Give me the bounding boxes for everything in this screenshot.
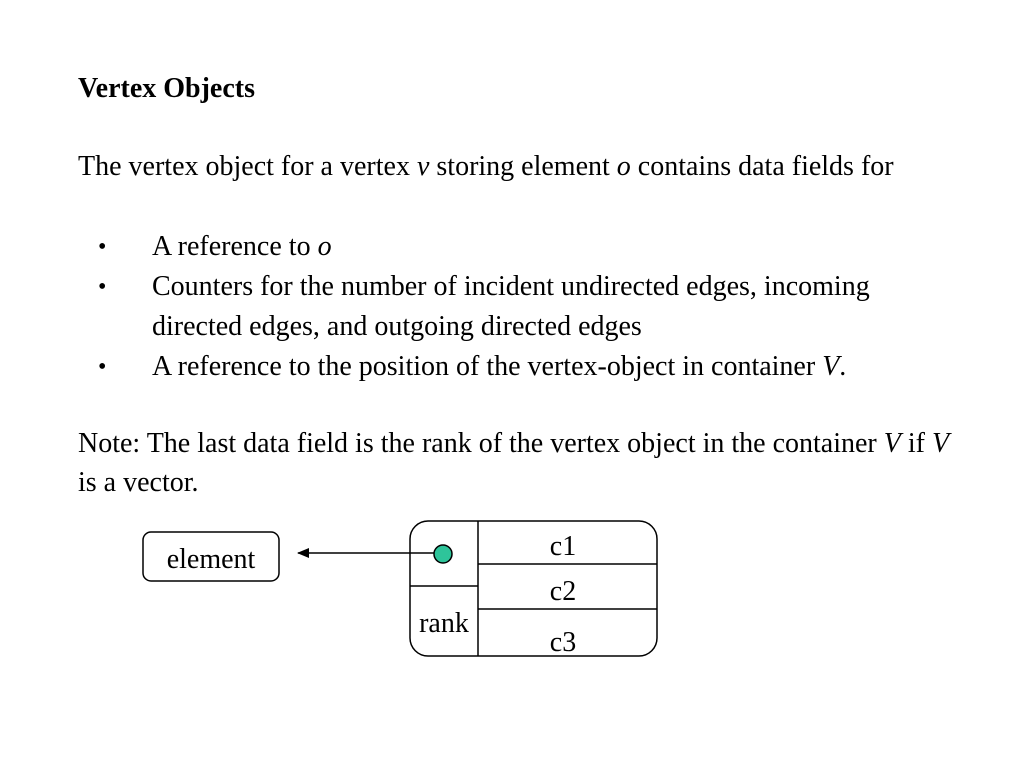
intro-var-v: v (416, 151, 430, 182)
intro-paragraph (78, 147, 958, 186)
field-list (78, 227, 958, 387)
bullet-after: . (839, 351, 847, 382)
bullet-text: A reference to the position of the vertex-object in container (152, 351, 823, 382)
page-title: Vertex Objects (78, 73, 256, 104)
bullet-italic: o (317, 231, 332, 262)
vertex-record (410, 521, 657, 656)
intro-text-1: The vertex object for a vertex (78, 151, 417, 182)
bullet-icon: • (98, 234, 107, 260)
bullet-text: Counters for the number of incident undirected edges, incoming directed edges, and outgoing directed edges (152, 271, 870, 342)
note-var-v2: V (931, 428, 950, 459)
counter-label-c2: c2 (549, 576, 577, 607)
rank-label: rank (419, 608, 469, 639)
intro-text-3: contains data fields for (630, 151, 894, 182)
counter-label-c3: c3 (549, 627, 577, 658)
bullet-text: A reference to (152, 231, 318, 262)
field-list-item-counters (78, 267, 958, 347)
element-box (143, 532, 279, 581)
element-label: element (166, 544, 256, 575)
bullet-italic: V (822, 351, 840, 382)
counter-label-c1: c1 (549, 531, 577, 562)
element-reference-dot (434, 545, 452, 563)
intro-text-2: storing element (429, 151, 617, 182)
bullet-icon: • (98, 274, 107, 300)
intro-var-o: o (616, 151, 631, 182)
note-paragraph (78, 424, 958, 502)
note-text-1: Note: The last data field is the rank of the vertex object in the container (78, 428, 884, 459)
note-text-2: if (900, 428, 932, 459)
note-text-3: is a vector. (78, 467, 199, 498)
note-var-v1: V (883, 428, 901, 459)
bullet-icon: • (98, 354, 107, 380)
field-list-item-reference (78, 227, 958, 267)
field-list-item-position (78, 347, 958, 387)
